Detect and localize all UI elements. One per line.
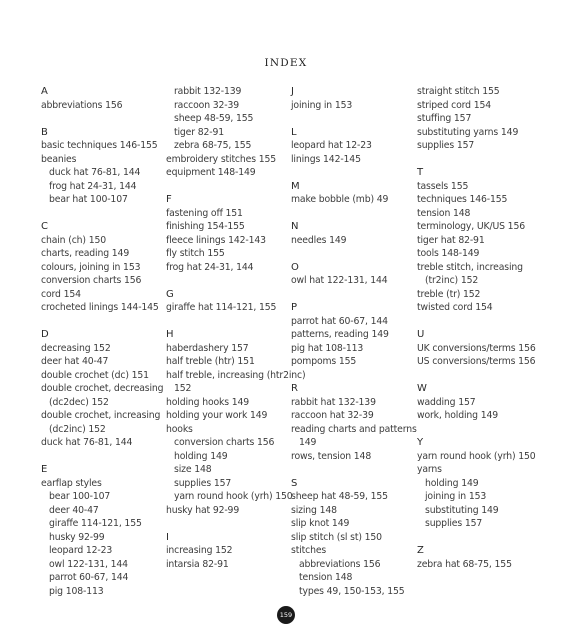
index-entry: husky hat 92-99 — [166, 504, 240, 516]
index-letter-heading: I — [166, 531, 169, 543]
index-entry: fly stitch 155 — [166, 248, 225, 259]
index-subentry: bear hat 100-107 — [49, 194, 128, 205]
index-entry: sizing 148 — [291, 504, 337, 516]
index-subentry: (dc2dec) 152 — [49, 396, 109, 408]
index-entry: hooks — [166, 423, 193, 435]
index-subentry: tiger 82-91 — [174, 126, 224, 138]
index-subentry: frog hat 24-31, 144 — [49, 180, 137, 192]
index-entry: tassels 155 — [417, 180, 469, 192]
index-entry: earflap styles — [41, 477, 102, 489]
index-subentry: size 148 — [174, 464, 212, 475]
index-entry: raccoon hat 32-39 — [291, 410, 374, 421]
index-letter-heading: G — [166, 288, 174, 300]
index-subentry: supplies 157 — [425, 518, 483, 529]
index-entry: haberdashery 157 — [166, 342, 249, 354]
index-entry: sheep hat 48-59, 155 — [291, 491, 388, 502]
index-letter-heading: Z — [417, 545, 424, 556]
index-entry: embroidery stitches 155 — [166, 153, 277, 165]
index-subentry: conversion charts 156 — [174, 437, 275, 448]
index-entry: double crochet (dc) 151 — [41, 369, 149, 381]
index-subentry: supplies 157 — [174, 477, 232, 489]
index-letter-heading: E — [41, 464, 48, 475]
index-subentry: 152 — [174, 383, 192, 394]
index-letter-heading: N — [291, 221, 299, 232]
index-subentry: holding 149 — [174, 450, 228, 462]
index-entry: pompoms 155 — [291, 356, 357, 367]
index-entry: leopard hat 12-23 — [291, 140, 372, 151]
index-subentry: 149 — [299, 437, 317, 448]
index-entry: increasing 152 — [166, 545, 233, 556]
index-entry: twisted cord 154 — [417, 302, 493, 313]
index-entry: treble (tr) 152 — [417, 288, 481, 300]
index-entry: owl hat 122-131, 144 — [291, 275, 388, 286]
index-letter-heading: J — [291, 86, 294, 97]
index-entry: double crochet, increasing — [41, 410, 161, 421]
index-entry: striped cord 154 — [417, 99, 492, 111]
index-letter-heading: D — [41, 329, 49, 340]
index-entry: needles 149 — [291, 234, 347, 246]
index-letter-heading: P — [291, 302, 297, 313]
index-entry: charts, reading 149 — [41, 248, 130, 259]
index-entry: wadding 157 — [417, 396, 476, 408]
index-letter-heading: R — [291, 383, 298, 394]
index-letter-heading: S — [291, 477, 298, 489]
index-entry: equipment 148-149 — [166, 167, 256, 178]
index-entry: tension 148 — [417, 207, 471, 219]
index-subentry: raccoon 32-39 — [174, 99, 240, 111]
index-entry: supplies 157 — [417, 140, 475, 151]
index-subentry: rabbit 132-139 — [174, 86, 242, 97]
index-letter-heading: C — [41, 221, 48, 232]
index-entry: basic techniques 146-155 — [41, 140, 158, 151]
index-letter-heading: H — [166, 329, 174, 340]
index-subentry: holding 149 — [425, 477, 479, 489]
index-entry: treble stitch, increasing — [417, 261, 523, 273]
index-letter-heading: A — [41, 86, 48, 97]
index-entry: terminology, UK/US 156 — [417, 221, 525, 232]
index-entry: decreasing 152 — [41, 342, 111, 354]
index-entry: rows, tension 148 — [291, 450, 372, 462]
index-entry: frog hat 24-31, 144 — [166, 261, 254, 273]
index-entry: holding hooks 149 — [166, 396, 250, 408]
index-entry: US conversions/terms 156 — [417, 356, 536, 367]
index-entry: parrot hat 60-67, 144 — [291, 315, 388, 327]
index-entry: holding your work 149 — [166, 410, 268, 421]
index-subentry: husky 92-99 — [49, 531, 105, 543]
index-letter-heading: W — [417, 383, 427, 394]
index-entry: intarsia 82-91 — [166, 558, 229, 570]
index-subentry: pig 108-113 — [49, 585, 104, 597]
index-entry: finishing 154-155 — [166, 221, 245, 232]
index-entry: yarns — [417, 464, 442, 475]
index-entry: slip stitch (sl st) 150 — [291, 531, 382, 543]
index-subentry: joining in 153 — [425, 491, 487, 502]
index-entry: double crochet, decreasing — [41, 383, 164, 394]
index-entry: deer hat 40-47 — [41, 356, 109, 367]
index-entry: abbreviations 156 — [41, 99, 123, 111]
index-entry: chain (ch) 150 — [41, 234, 106, 246]
index-subentry: owl 122-131, 144 — [49, 558, 128, 570]
index-entry: techniques 146-155 — [417, 194, 508, 205]
index-subentry: duck hat 76-81, 144 — [49, 167, 141, 178]
index-entry: fleece linings 142-143 — [166, 234, 266, 246]
index-subentry: tension 148 — [299, 572, 353, 583]
index-entry: conversion charts 156 — [41, 275, 142, 286]
index-entry: yarn round hook (yrh) 150 — [417, 450, 536, 462]
index-subentry: giraffe 114-121, 155 — [49, 518, 142, 529]
index-subentry: types 49, 150-153, 155 — [299, 585, 405, 597]
index-entry: zebra hat 68-75, 155 — [417, 558, 512, 570]
index-subentry: substituting 149 — [425, 504, 499, 516]
index-entry: patterns, reading 149 — [291, 329, 389, 340]
page-number: 159 — [277, 606, 295, 624]
index-subentry: bear 100-107 — [49, 491, 111, 502]
index-entry: fastening off 151 — [166, 207, 243, 219]
index-entry: pig hat 108-113 — [291, 342, 364, 354]
index-entry: half treble, increasing (htr2inc) — [166, 369, 306, 381]
index-letter-heading: B — [41, 126, 48, 138]
index-subentry: (dc2inc) 152 — [49, 423, 106, 435]
index-entry: colours, joining in 153 — [41, 261, 141, 273]
index-entry: giraffe hat 114-121, 155 — [166, 302, 277, 313]
index-entry: substituting yarns 149 — [417, 126, 519, 138]
index-subentry: yarn round hook (yrh) 150 — [174, 491, 293, 502]
index-letter-heading: Y — [417, 437, 423, 448]
index-entry: stuffing 157 — [417, 113, 472, 124]
index-subentry: parrot 60-67, 144 — [49, 572, 129, 583]
index-entry: linings 142-145 — [291, 153, 361, 165]
index-letter-heading: F — [166, 194, 172, 205]
index-entry: tools 148-149 — [417, 248, 480, 259]
index-entry: beanies — [41, 153, 77, 165]
index-letter-heading: T — [417, 167, 423, 178]
index-entry: half treble (htr) 151 — [166, 356, 255, 367]
index-subentry: leopard 12-23 — [49, 545, 113, 556]
index-letter-heading: O — [291, 261, 299, 273]
index-entry: cord 154 — [41, 288, 81, 300]
index-subentry: (tr2inc) 152 — [425, 275, 479, 286]
index-entry: crocheted linings 144-145 — [41, 302, 159, 313]
index-subentry: abbreviations 156 — [299, 558, 381, 570]
index-entry: straight stitch 155 — [417, 86, 500, 97]
index-entry: reading charts and patterns — [291, 423, 417, 435]
index-entry: joining in 153 — [291, 99, 353, 111]
index-entry: tiger hat 82-91 — [417, 234, 485, 246]
index-letter-heading: L — [291, 126, 297, 138]
index-subentry: deer 40-47 — [49, 504, 99, 516]
index-entry: rabbit hat 132-139 — [291, 396, 376, 408]
index-subentry: sheep 48-59, 155 — [174, 113, 254, 124]
index-letter-heading: U — [417, 329, 425, 340]
index-entry: make bobble (mb) 49 — [291, 194, 389, 205]
index-subentry: zebra 68-75, 155 — [174, 140, 252, 151]
index-entry: stitches — [291, 545, 327, 556]
index-entry: UK conversions/terms 156 — [417, 342, 536, 354]
page-title: INDEX — [264, 57, 308, 69]
index-entry: slip knot 149 — [291, 518, 350, 529]
index-letter-heading: M — [291, 180, 300, 192]
index-entry: duck hat 76-81, 144 — [41, 437, 133, 448]
index-entry: work, holding 149 — [417, 410, 498, 421]
